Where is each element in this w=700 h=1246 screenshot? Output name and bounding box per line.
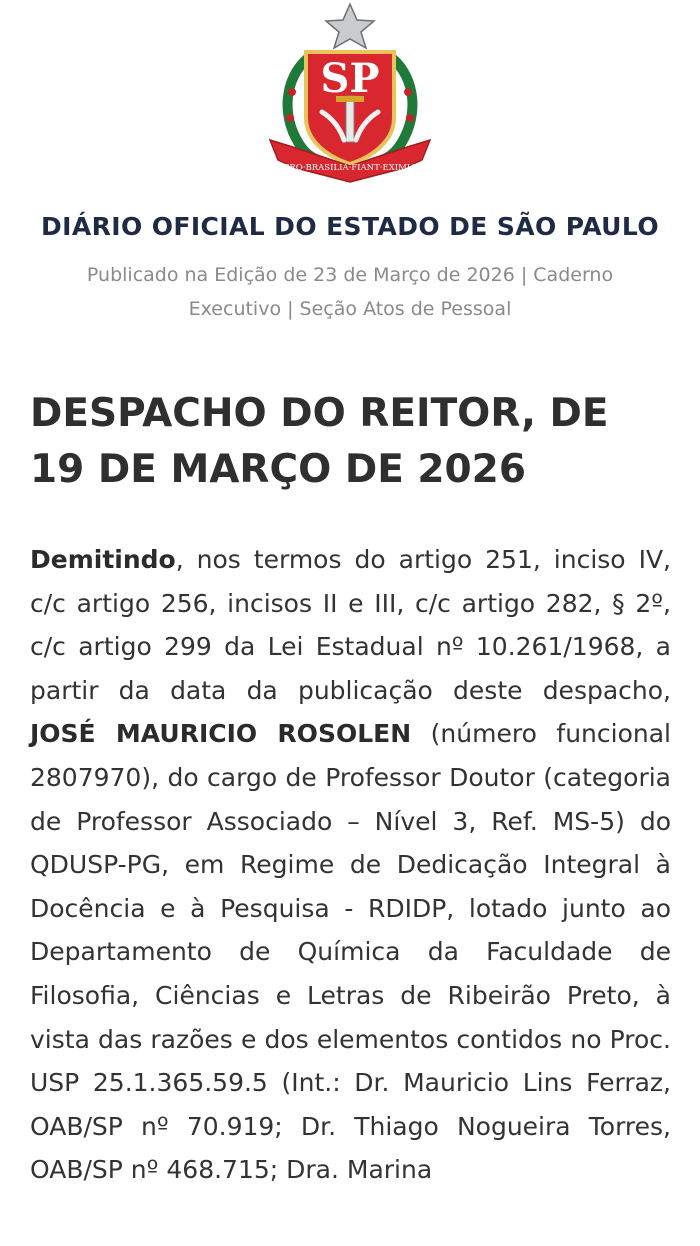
body-text-part-1: , nos termos do artigo 251, inciso IV, c/c artigo 256, incisos II e III, c/c artigo 282, § 2º, c/c artigo 299 da Lei Estadual nº 10.261/1968, a partir da data da publicação deste despacho,: [30, 545, 671, 705]
body-lead-word: Demitindo: [30, 545, 176, 574]
emblem-letters: SP: [320, 55, 380, 102]
article-body: [30, 538, 671, 1192]
masthead-title: DIÁRIO OFICIAL DO ESTADO DE SÃO PAULO: [41, 212, 659, 241]
body-text-part-2: (número funcional 2807970), do cargo de Professor Doutor (categoria de Professor Associado – Nível 3, Ref. MS-5) do QDUSP-PG, em Regime de Dedicação Integral à Docência e à Pesquisa - RDIDP, lotado junto ao Departamento de Química da Faculdade de Filosofia, Ciências e Letras de Ribeirão Preto, à vista das razões e dos elementos contidos no Proc. USP 25.1.365.59.5 (Int.: Dr. Mauricio Lins Ferraz, OAB/SP nº 70.919; Dr. Thiago Nogueira Torres, OAB/SP nº 468.715; Dra. Marina: [30, 719, 672, 1185]
body-person-name: JOSÉ MAURICIO ROSOLEN: [30, 719, 412, 749]
article-title: DESPACHO DO REITOR, DE 19 DE MARÇO DE 2026: [30, 391, 609, 492]
publication-line: Publicado na Edição de 23 de Março de 2026 | Caderno Executivo | Seção Atos de Pessoal: [86, 264, 614, 320]
sao-paulo-coat-of-arms-icon: [262, 0, 438, 188]
emblem-motto: PRO·BRASILIA·FIANT·EXIMIA: [283, 163, 417, 173]
